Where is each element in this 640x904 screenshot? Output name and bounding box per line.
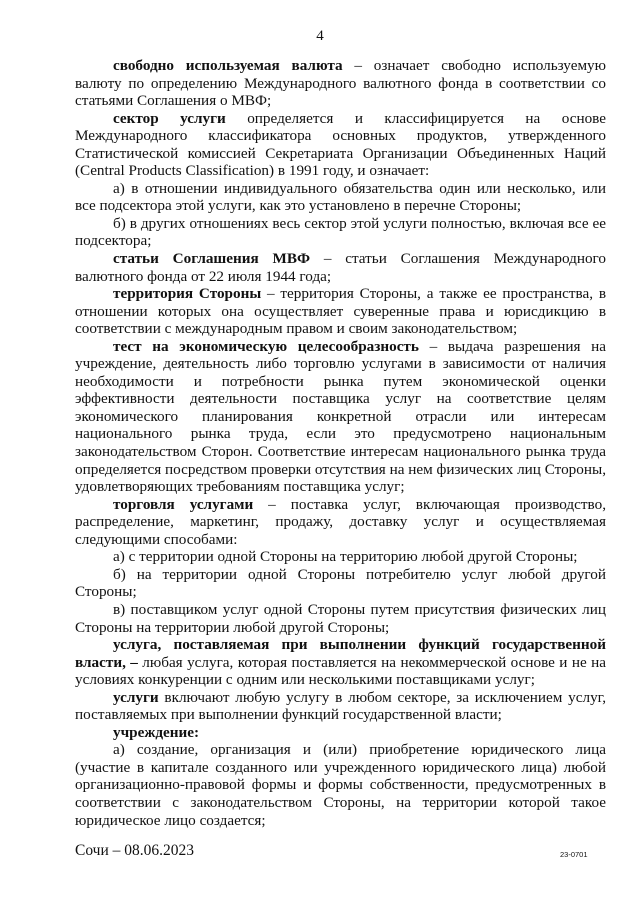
paragraph — [75, 636, 606, 689]
defined-term: торговля услугами — [113, 495, 254, 513]
paragraph — [75, 741, 606, 829]
paragraph-text: а) в отношении индивидуального обязательства один или несколько, или все подсектора этой услуги, как это установлено в перечне Стороны; — [75, 179, 606, 215]
paragraph — [75, 496, 606, 549]
paragraph-text: б) в других отношениях весь сектор этой услуги полностью, включая все ее подсектора; — [75, 214, 606, 250]
paragraph — [75, 250, 606, 285]
paragraph-text: – поставка услуг, включающая производство, распределение, маркетинг, продажу, доставку услуг и осуществляемая следующими способами: — [75, 495, 606, 548]
defined-term: услуги — [113, 688, 159, 706]
page-number: 4 — [316, 28, 324, 44]
paragraph-text: – территория Стороны, а также ее пространства, в отношении которых она осуществляет суверенные права и юрисдикцию в соответствии с международным правом и своим законодательством; — [75, 285, 606, 338]
defined-term: территория Стороны — [113, 285, 262, 303]
paragraph-text: б) на территории одной Стороны потребителю услуг любой другой Стороны; — [75, 565, 606, 601]
paragraph — [75, 724, 606, 742]
paragraph — [75, 110, 606, 180]
defined-term: сектор услуги — [113, 109, 226, 127]
paragraph-text: а) с территории одной Стороны на территорию любой другой Стороны; — [113, 548, 578, 566]
paragraph-text: определяется и классифицируется на основе Международного классификатора основных продуктов, утвержденного Статистической комиссией Секретариата Организации Объединенных Наций (Central Products Classification) в 1991 году, и означает: — [75, 109, 606, 180]
paragraph-text: а) создание, организация и (или) приобретение юридического лица (участие в капитале созданного или учрежденного юридического лица) любой организационно-правовой формы и формы собственности, предусмотренных в соответствии с законодательством Стороны, на территории которой такое юридическое лицо создается; — [75, 741, 606, 829]
paragraph-text: любая услуга, которая поставляется на некоммерческой основе и не на условиях конкуренции с одним или несколькими поставщиками услуг; — [75, 653, 606, 689]
footer-location-date: Сочи – 08.06.2023 — [75, 842, 195, 859]
paragraph — [75, 57, 606, 110]
paragraph — [75, 338, 606, 496]
defined-term: услуга, поставляемая при выполнении функций государственной власти, – — [75, 636, 606, 671]
paragraph-text: – статьи Соглашения Международного валютного фонда от 22 июля 1944 года; — [75, 250, 606, 285]
defined-term: тест на экономическую целесообразность — [113, 337, 419, 355]
defined-term: учреждение: — [113, 723, 200, 741]
paragraph — [75, 180, 606, 215]
paragraph — [75, 566, 606, 601]
paragraph — [75, 689, 606, 724]
defined-term: свободно используемая валюта — [113, 57, 343, 74]
paragraph-text: – означает свободно используемую валюту по определению Международного валютного фонда в соответствии со статьями Соглашения о МВФ; — [75, 57, 606, 110]
paragraph-text: в) поставщиком услуг одной Стороны путем присутствия физических лиц Стороны на территории любой другой Стороны; — [75, 600, 606, 636]
paragraph — [75, 285, 606, 338]
footer-document-code: 23-0701 — [560, 850, 588, 859]
defined-term: статьи Соглашения МВФ — [113, 250, 311, 268]
paragraph — [75, 601, 606, 636]
paragraph — [75, 548, 606, 566]
document-body — [75, 57, 606, 829]
paragraph-text: включают любую услугу в любом секторе, за исключением услуг, поставляемых при выполнении функций государственной власти; — [75, 688, 606, 724]
paragraph — [75, 215, 606, 250]
paragraph-text: – выдача разрешения на учреждение, деятельность либо торговлю услугами в зависимости от наличия необходимости и потребности рынка путем экономической оценки эффективности деятельности поставщика услуг на соответствие целям экономического планирования конкретной отрасли или интересам национального рынка труда, если это предусмотрено национальным законодательством Сторон. Соответствие интересам национального рынка труда определяется посредством проверки отсутствия на нем физических лиц Стороны, удовлетворяющих требованиям поставщика услуг; — [75, 337, 606, 496]
